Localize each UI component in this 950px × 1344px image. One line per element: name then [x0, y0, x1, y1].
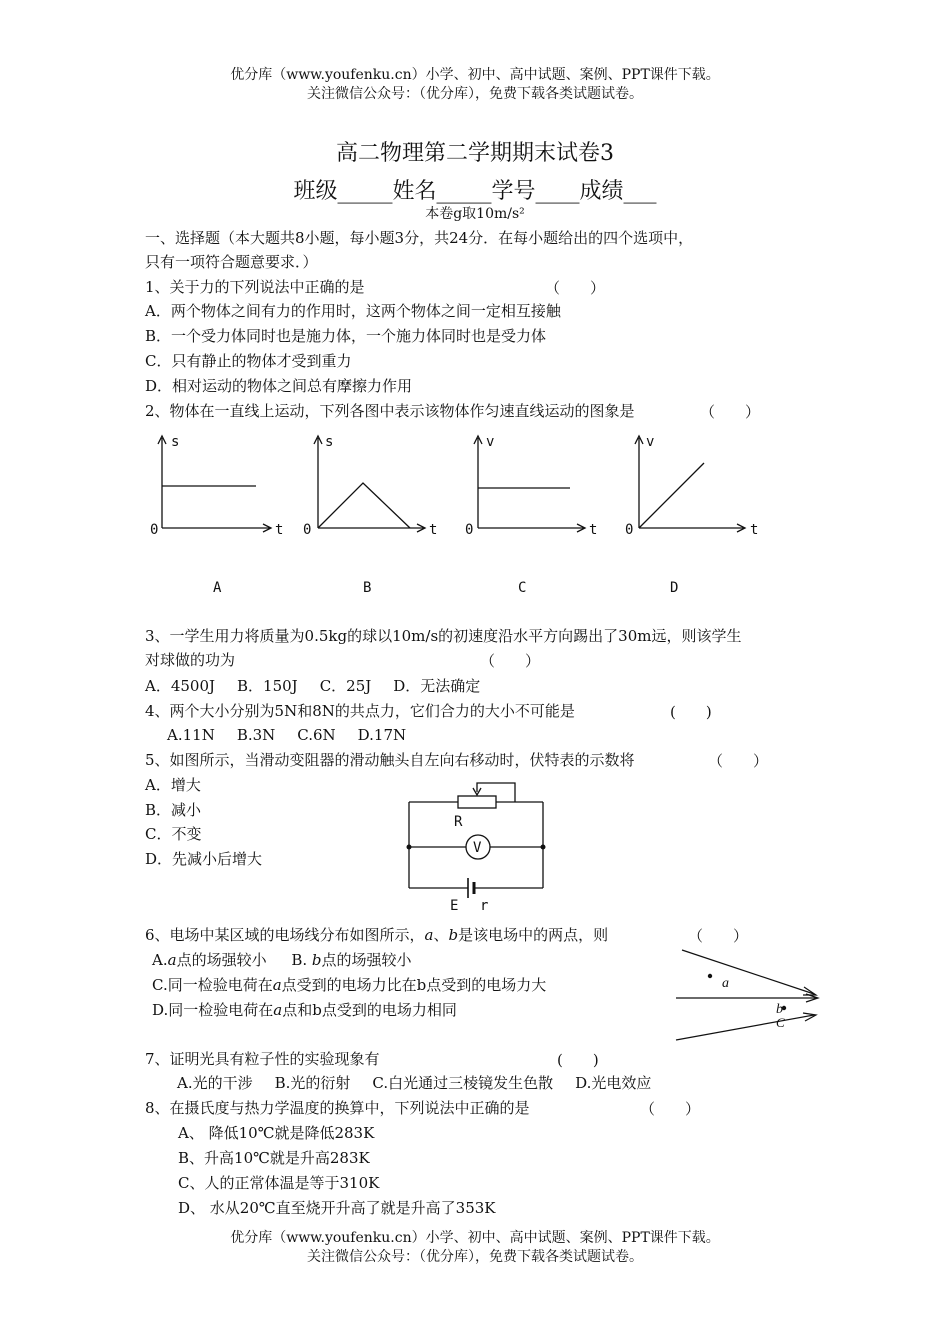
q8-option-b: B、升高10℃就是升高283K [178, 1149, 370, 1167]
q6-option-d [152, 1000, 457, 1020]
q8-answer-blank: （ ） [640, 1100, 701, 1118]
q6-stem-sep: 、 [433, 926, 449, 944]
q2-graphs [140, 428, 780, 608]
q5-circuit-diagram [400, 778, 560, 913]
q8-option-a: A、 降低10℃就是降低283K [178, 1124, 375, 1142]
graph-b-y-label: s [325, 434, 334, 450]
graph-a-caption: A [213, 580, 222, 596]
point-c-label: C [776, 1015, 785, 1030]
gravity-note: 本卷g取10m/s² [425, 206, 525, 222]
battery-emf-label: E [450, 898, 459, 913]
q3-stem-1: 3、一学生用力将质量为0.5kg的球以10m/s的初速度沿水平方向踢出了30m远，则该学生 [145, 627, 742, 645]
rheostat-label: R [454, 814, 463, 830]
q6-option-a [152, 950, 412, 970]
header-line-2: 关注微信公众号：（优分库），免费下载各类试题试卷。 [307, 86, 643, 102]
graph-b-x-label: t [429, 522, 438, 538]
q6-option-b-post: 点的场强较小 [321, 951, 412, 969]
q6-point-b: b [448, 926, 459, 944]
q8-stem: 8、在摄氏度与热力学温度的换算中，下列说法中正确的是 [145, 1099, 530, 1117]
field-line-top [682, 950, 814, 994]
graph-d-y-label: v [646, 434, 655, 450]
graph-a-x-label: t [275, 522, 284, 538]
rheostat [458, 796, 496, 808]
section-intro-1: 一、选择题（本大题共8小题，每小题3分，共24分．在每小题给出的四个选项中， [145, 229, 694, 247]
q3-options [145, 676, 502, 696]
battery-r-label: r [480, 898, 489, 913]
point-a-dot [708, 974, 712, 978]
q6-option-b-point: b [311, 951, 322, 969]
graph-b-caption: B [363, 580, 372, 596]
q3-stem-2: 对球做的功为 [145, 651, 236, 669]
q1-option-c: C．只有静止的物体才受到重力 [145, 352, 352, 370]
q5-option-a: A．增大 [145, 776, 201, 794]
q4-answer-blank: ( ) [670, 703, 712, 721]
q1-option-d: D．相对运动的物体之间总有摩擦力作用 [145, 377, 413, 395]
q8-option-c: C、人的正常体温是等于310K [178, 1174, 380, 1192]
graph-d-origin: 0 [625, 522, 634, 538]
q1-stem: 1、关于力的下列说法中正确的是 [145, 278, 365, 296]
voltmeter-label: V [473, 840, 482, 856]
page-title: 高二物理第二学期期末试卷3 [336, 141, 614, 166]
q7-options [177, 1073, 673, 1093]
point-b-label: b [776, 1002, 783, 1017]
q6-option-d-point: a [273, 1001, 283, 1019]
student-info-line: 班级_____姓名_____学号____成绩___ [293, 179, 657, 204]
q3-answer-blank: （ ） [480, 652, 541, 670]
q7-option-b: B.光的衍射 [274, 1074, 351, 1092]
q5-stem: 5、如图所示，当滑动变阻器的滑动触头自左向右移动时，伏特表的示数将 [145, 751, 635, 769]
graph-a-y-label: s [171, 434, 180, 450]
q6-option-d-post: 点和b点受到的电场力相同 [282, 1001, 457, 1019]
footer-line-1: 优分库（www.youfenku.cn）小学、初中、高中试题、案例、PPT课件下载。 [230, 1230, 720, 1246]
graph-b-origin: 0 [303, 522, 312, 538]
graph-d-x-label: t [750, 522, 759, 538]
q3-option-a: A．4500J [145, 677, 216, 695]
q6-option-c [152, 975, 546, 995]
graph-a-origin: 0 [150, 522, 159, 538]
q4-option-b: B.3N [236, 726, 276, 744]
q1-option-b: B．一个受力体同时也是施力体，一个施力体同时也是受力体 [145, 327, 547, 345]
q1-option-a: A．两个物体之间有力的作用时，这两个物体之间一定相互接触 [145, 302, 561, 320]
point-a-label: a [722, 976, 729, 991]
graph-b-line [318, 483, 410, 528]
q8-option-d: D、 水从20℃直至烧开升高了就是升高了353K [178, 1199, 496, 1217]
graph-d-caption: D [670, 580, 679, 596]
q4-options [167, 725, 428, 745]
q6-option-c-point: a [272, 976, 282, 994]
graph-c-x-label: t [589, 522, 598, 538]
q6-option-b-pre: B. [291, 951, 312, 969]
q6-stem [145, 925, 608, 945]
graph-c-caption: C [518, 580, 527, 596]
q7-option-c: C.白光通过三棱镜发生色散 [372, 1074, 554, 1092]
q2-stem: 2、物体在一直线上运动，下列各图中表示该物体作匀速直线运动的图象是 [145, 402, 635, 420]
q3-option-c: C．25J [319, 677, 372, 695]
q6-option-a-pre: A. [152, 951, 168, 969]
q7-option-a: A.光的干涉 [177, 1074, 253, 1092]
q7-stem: 7、证明光具有粒子性的实验现象有 [145, 1050, 380, 1068]
q7-answer-blank: ( ) [557, 1051, 599, 1069]
q4-option-a: A.11N [167, 726, 215, 744]
graph-c-y-label: v [486, 434, 495, 450]
footer-line-2: 关注微信公众号：（优分库），免费下载各类试题试卷。 [307, 1249, 643, 1265]
q5-option-b: B．减小 [145, 801, 202, 819]
graph-c-origin: 0 [465, 522, 474, 538]
q6-option-d-pre: D.同一检验电荷在 [152, 1001, 274, 1019]
q6-option-c-post: 点受到的电场力比在b点受到的电场力大 [281, 976, 547, 994]
q2-answer-blank: （ ） [700, 403, 761, 421]
q6-option-a-point: a [167, 951, 177, 969]
q5-option-c: C．不变 [145, 825, 202, 843]
q4-option-c: C.6N [297, 726, 336, 744]
q5-answer-blank: （ ） [708, 752, 769, 770]
graph-d-line [639, 463, 704, 528]
q6-stem-pre: 6、电场中某区域的电场线分布如图所示， [145, 926, 425, 944]
q5-option-d: D．先减小后增大 [145, 850, 263, 868]
q4-stem: 4、两个大小分别为5N和8N的共点力，它们合力的大小不可能是 [145, 702, 575, 720]
q3-option-d: D．无法确定 [393, 677, 481, 695]
q1-answer-blank: （ ） [545, 279, 606, 297]
section-intro-2: 只有一项符合题意要求．） [145, 253, 318, 271]
q3-option-b: B．150J [237, 677, 298, 695]
header-line-1: 优分库（www.youfenku.cn）小学、初中、高中试题、案例、PPT课件下载。 [230, 67, 720, 83]
q6-stem-post: 是该电场中的两点，则 [458, 926, 609, 944]
q7-option-d: D.光电效应 [575, 1074, 652, 1092]
q6-answer-blank: （ ） [688, 927, 749, 945]
q6-field-line-diagram [672, 945, 827, 1045]
q4-option-d: D.17N [357, 726, 407, 744]
q6-point-a: a [424, 926, 434, 944]
q6-option-a-post: 点的场强较小 [176, 951, 267, 969]
q6-option-c-pre: C.同一检验电荷在 [152, 976, 273, 994]
field-line-bottom [676, 1015, 814, 1040]
